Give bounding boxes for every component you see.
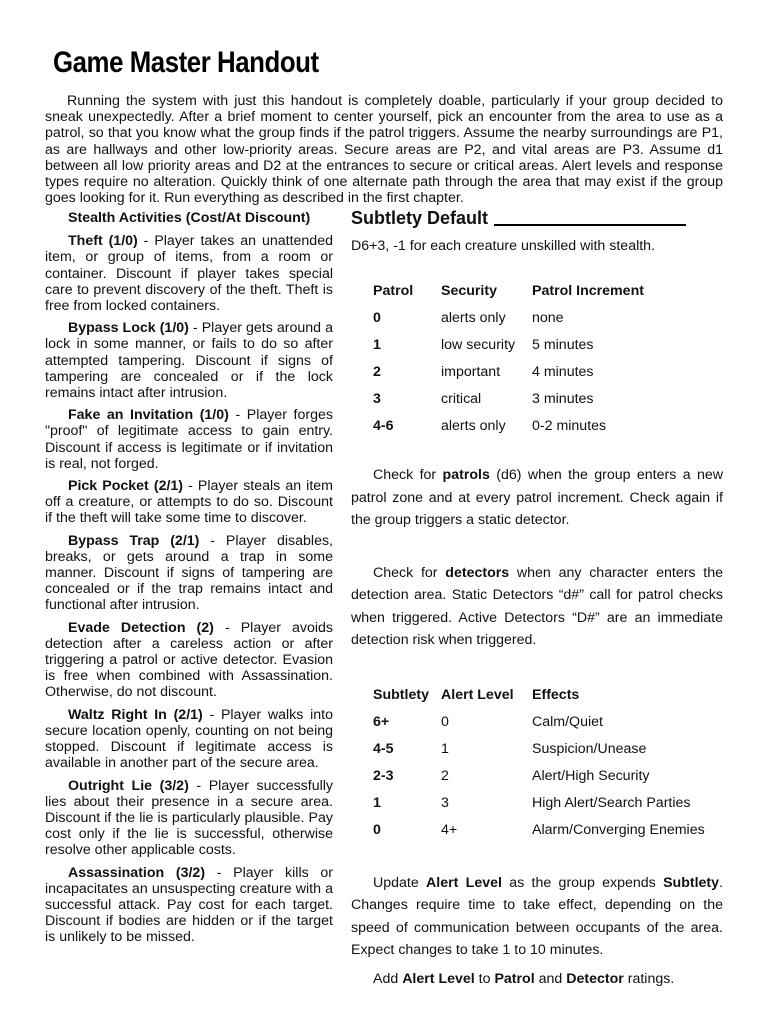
table-cell: 3 minutes [532, 390, 594, 407]
table-row [373, 817, 705, 844]
table-row [373, 709, 705, 736]
stealth-item-name: Bypass Lock (1/0) [68, 320, 189, 337]
table-cell: critical [441, 390, 482, 407]
subtlety-heading [351, 208, 723, 229]
stealth-item-outright-lie [45, 778, 333, 859]
table-row [373, 358, 644, 385]
page-title: Game Master Handout [53, 46, 319, 79]
add-alert-paragraph [351, 968, 723, 991]
table-cell: 5 minutes [532, 336, 594, 353]
table-header: Subtlety [373, 687, 429, 703]
table-cell: 0 [373, 822, 381, 838]
text-run: Check for [373, 467, 443, 483]
table-cell: 2 [373, 363, 381, 380]
table-cell: 4 minutes [532, 363, 594, 380]
stealth-item-name: Theft (1/0) [68, 233, 138, 250]
table-header-row [373, 682, 705, 709]
stealth-activities-section [45, 210, 333, 952]
stealth-item-pick-pocket [45, 478, 333, 527]
text-run: Check for [373, 564, 446, 581]
table-cell: alerts only [441, 309, 506, 326]
table-cell: 1 [373, 336, 381, 353]
table-row [373, 736, 705, 763]
patrol-table [373, 277, 644, 439]
text-run-bold: patrols [442, 467, 490, 483]
table-cell: 1 [373, 795, 381, 811]
stealth-item-desc: - Player kills or incapacitates an unsuspecting creature with a successful attack. Pay cost for each target. Discount if bodies are hidden or if the target is unlikely to be missed. [45, 864, 334, 946]
stealth-item-name: Waltz Right In (2/1) [68, 706, 203, 723]
table-header: Security [441, 282, 497, 299]
table-row [373, 763, 705, 790]
text-run: when any character enters the detection area. Static Detectors “d#” call for patrol checks when triggered. Active Detectors “D#” are an immediate detection risk when triggered. [351, 564, 724, 648]
table-header: Patrol [373, 282, 414, 299]
stealth-item-name: Assassination (3/2) [68, 864, 206, 881]
table-header-row [373, 277, 644, 304]
table-cell: High Alert/Search Parties [532, 795, 691, 811]
text-run: Add [373, 970, 403, 987]
alert-level-table [373, 682, 705, 844]
text-run-bold: detectors [445, 564, 510, 581]
intro-section [45, 93, 723, 206]
detectors-paragraph [351, 562, 723, 652]
table-cell: Suspicion/Unease [532, 741, 647, 757]
text-run: . Changes require time to take effect, depending on the speed of communication between occupants of the area. Expect changes to take 1 to 10 minutes. [351, 874, 723, 958]
stealth-item-bypass-lock [45, 320, 333, 401]
text-run-bold: Alert Level [402, 970, 475, 987]
stealth-heading: Stealth Activities (Cost/At Discount) [68, 210, 311, 226]
stealth-item-name: Fake an Invitation (1/0) [68, 407, 229, 424]
stealth-item-name: Pick Pocket (2/1) [68, 478, 184, 495]
stealth-item-desc: - Player takes an unattended item, or group of items, from a room or container. Discount if player takes special care to prevent discovery of the theft. Theft is free from locked containers. [45, 233, 333, 315]
subtlety-default-line: D6+3, -1 for each creature unskilled with stealth. [351, 238, 656, 254]
table-header: Patrol Increment [532, 282, 644, 299]
text-run: to [474, 970, 495, 987]
table-row [373, 304, 644, 331]
table-cell: 2 [441, 768, 449, 784]
text-run-bold: Detector [566, 970, 624, 987]
table-cell: 0 [373, 309, 381, 326]
stealth-item-name: Bypass Trap (2/1) [68, 532, 200, 549]
table-cell: 0-2 minutes [532, 417, 607, 434]
table-cell: important [441, 363, 501, 380]
text-run: (d6) when the group enters a new patrol zone and at every patrol increment. Check again if the group triggers a static detector. [351, 467, 723, 528]
table-cell: 3 [441, 795, 449, 811]
table-cell: Calm/Quiet [532, 714, 603, 730]
stealth-item-bypass-trap [45, 533, 333, 614]
subtlety-heading-text: Subtlety Default [351, 208, 489, 228]
table-row [373, 385, 644, 412]
table-header: Effects [532, 687, 580, 703]
stealth-item-assassination [45, 865, 333, 946]
table-row [373, 412, 644, 439]
table-cell: none [532, 309, 564, 326]
stealth-item-theft [45, 233, 333, 314]
table-header: Alert Level [441, 687, 514, 703]
stealth-item-desc: - Player walks into secure location openly, counting on not being stopped. Discount if legitimate access is available in another part of the secure area. [45, 706, 333, 772]
table-cell: 1 [441, 741, 449, 757]
stealth-item-fake-invitation [45, 407, 333, 472]
table-row [373, 331, 644, 358]
subtlety-section [351, 208, 723, 990]
table-cell: 3 [373, 390, 381, 407]
stealth-item-desc: - Player gets around a lock in some manner, or fails to do so after attempted tampering. Discount if signs of tampering are concealed or if the lock remains intact after intrusion. [45, 320, 333, 402]
stealth-item-desc: - Player avoids detection after a careless action or after triggering a patrol or active detector. Evasion is free when combined with Assassination. Otherwise, do not discount. [45, 619, 333, 701]
stealth-item-evade-detection [45, 620, 333, 701]
table-row [373, 790, 705, 817]
stealth-item-desc: - Player successfully lies about their presence in a secure area. Discount if the lie is particularly plausible. Pay cost only if the lie is successful, otherwise resolve other applicable costs. [45, 777, 334, 859]
intro-paragraph: Running the system with just this handout is completely doable, particularly if your group decided to sneak unexpectedly. After a brief moment to center yourself, pick an encounter from the area to use as a patrol, so that you know what the group finds if the patrol triggers. Assume the nearby surroundings are P1, as are hallways and other low-priority areas. Secure areas are P2, and vital areas are P3. Assume d1 between all low priority areas and D2 at the entrances to secure or critical areas. Alert levels and response types require no alteration. Quickly think of one alternate path through the area that may exist if the group goes looking for it. Run everything as described in the first chapter. [45, 93, 723, 207]
table-cell: low security [441, 336, 516, 353]
stealth-item-desc: - Player disables, breaks, or gets around a trap in some manner. Discount if signs of tampering are concealed or if the trap remains intact and functional after intrusion. [45, 532, 333, 614]
update-alert-paragraph [351, 872, 723, 962]
stealth-item-waltz-right-in [45, 707, 333, 772]
heading-underline [494, 224, 686, 226]
patrols-paragraph [351, 464, 723, 532]
text-run-bold: Alert Level [426, 874, 502, 891]
stealth-item-name: Evade Detection (2) [68, 619, 214, 636]
table-cell: Alarm/Converging Enemies [532, 822, 705, 838]
table-cell: 0 [441, 714, 449, 730]
table-cell: 4+ [441, 822, 458, 838]
stealth-item-desc: - Player steals an item off a creature, or attempts to do so. Discount if the theft will take some time to discover. [45, 478, 333, 527]
text-run-bold: Patrol [494, 970, 535, 987]
table-cell: 6+ [373, 714, 390, 730]
text-run-bold: Subtlety [663, 874, 720, 891]
table-cell: 4-5 [373, 741, 394, 757]
text-run: ratings. [623, 970, 675, 987]
table-cell: 2-3 [373, 768, 394, 784]
table-cell: 4-6 [373, 417, 394, 434]
text-run: as the group expends [501, 874, 664, 891]
stealth-item-name: Outright Lie (3/2) [68, 777, 189, 794]
text-run: and [534, 970, 567, 987]
stealth-item-desc: - Player forges "proof" of legitimate access to gain entry. Discount if access is legitimate or if invitation is real, not forged. [45, 407, 333, 472]
table-cell: Alert/High Security [532, 768, 650, 784]
table-cell: alerts only [441, 417, 506, 434]
text-run: Update [373, 874, 427, 891]
